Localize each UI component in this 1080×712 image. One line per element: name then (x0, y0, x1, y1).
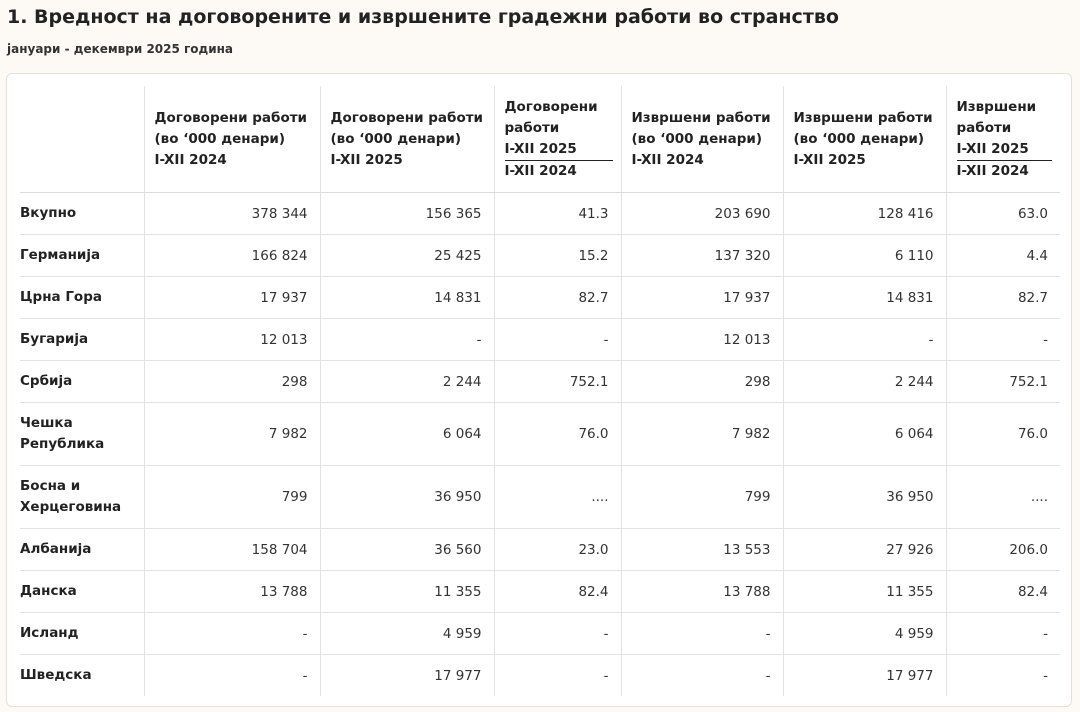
column-header-line: I-XII 2025 (330, 151, 403, 168)
table-row (20, 361, 1060, 403)
table-cell: - (783, 319, 946, 361)
table-cell: 2 244 (320, 361, 494, 403)
table-cell: 6 110 (783, 235, 946, 277)
table-cell: 13 788 (144, 571, 320, 613)
column-header-line: Извршени работи (631, 109, 771, 126)
table-cell: 76.0 (946, 403, 1060, 466)
column-header-0 (20, 86, 144, 193)
table-cell: .... (946, 466, 1060, 529)
table-cell: 82.7 (494, 277, 621, 319)
column-header-line: Извршени (956, 98, 1037, 115)
column-header-line: (во ‘000 денари) (793, 130, 924, 147)
column-header-line: I-XII 2025 (793, 151, 866, 168)
column-header-line: Договорени работи (154, 109, 308, 126)
table-cell: 17 977 (783, 655, 946, 697)
table-cell: 206.0 (946, 529, 1060, 571)
table-cell: 14 831 (320, 277, 494, 319)
column-header-denominator: I-XII 2024 (505, 160, 613, 182)
column-header-6 (946, 86, 1060, 193)
table-cell: 63.0 (946, 193, 1060, 235)
row-label: Босна и Херцеговина (20, 466, 144, 529)
table-cell: 36 560 (320, 529, 494, 571)
table-cell: 82.4 (494, 571, 621, 613)
column-header-line: I-XII 2024 (154, 151, 227, 168)
table-cell: 298 (621, 361, 783, 403)
table-cell: 799 (621, 466, 783, 529)
column-header-5 (783, 86, 946, 193)
table-cell: 752.1 (494, 361, 621, 403)
column-header-line: Извршени работи (793, 109, 933, 126)
column-header-line: Договорени (504, 98, 598, 115)
table-cell: 6 064 (783, 403, 946, 466)
column-header-line: I-XII 2025 (956, 140, 1029, 157)
table-cell: 378 344 (144, 193, 320, 235)
column-header-1 (144, 86, 320, 193)
column-header-2 (320, 86, 494, 193)
table-cell: 17 937 (144, 277, 320, 319)
table-cell: 4.4 (946, 235, 1060, 277)
column-header-line: Договорени работи (330, 109, 484, 126)
column-header-line: I-XII 2025 (504, 140, 577, 157)
table-body (20, 193, 1060, 697)
row-label: Бугарија (20, 319, 144, 361)
row-label: Вкупно (20, 193, 144, 235)
table-cell: 82.7 (946, 277, 1060, 319)
row-label: Германија (20, 235, 144, 277)
table-row (20, 235, 1060, 277)
table-cell: - (946, 319, 1060, 361)
table-row (20, 613, 1060, 655)
row-label: Исланд (20, 613, 144, 655)
table-cell: - (144, 655, 320, 697)
table-cell: 6 064 (320, 403, 494, 466)
table-cell: - (946, 655, 1060, 697)
table-row (20, 571, 1060, 613)
table-cell: 156 365 (320, 193, 494, 235)
column-header-line: (во ‘000 денари) (631, 130, 762, 147)
row-label: Црна Гора (20, 277, 144, 319)
table-cell: 7 982 (621, 403, 783, 466)
row-label: Албанија (20, 529, 144, 571)
table-cell: - (621, 613, 783, 655)
table-cell: 11 355 (783, 571, 946, 613)
table-cell: 27 926 (783, 529, 946, 571)
table-cell: 799 (144, 466, 320, 529)
table-row (20, 655, 1060, 697)
table-cell: 13 553 (621, 529, 783, 571)
table-cell: 166 824 (144, 235, 320, 277)
table-cell: 4 959 (783, 613, 946, 655)
table-cell: 2 244 (783, 361, 946, 403)
column-header-line: I-XII 2024 (631, 151, 704, 168)
table-cell: 158 704 (144, 529, 320, 571)
table-cell: 298 (144, 361, 320, 403)
table-row (20, 319, 1060, 361)
page-subtitle: јануари - декември 2025 година (7, 42, 234, 56)
column-header-line: работи (504, 119, 560, 136)
column-header-denominator: I-XII 2024 (957, 160, 1053, 182)
table-cell: 128 416 (783, 193, 946, 235)
data-table (20, 86, 1060, 696)
table-cell: - (621, 655, 783, 697)
table-cell: - (946, 613, 1060, 655)
table-cell: 13 788 (621, 571, 783, 613)
table-cell: 11 355 (320, 571, 494, 613)
table-cell: 12 013 (144, 319, 320, 361)
row-label: Србија (20, 361, 144, 403)
table-card (6, 73, 1072, 707)
table-cell: 25 425 (320, 235, 494, 277)
table-row (20, 529, 1060, 571)
table-cell: - (144, 613, 320, 655)
page-title: 1. Вредност на договорените и извршените градежни работи во странство (7, 6, 839, 28)
table-row (20, 193, 1060, 235)
table-cell: 12 013 (621, 319, 783, 361)
row-label: Данска (20, 571, 144, 613)
table-cell: - (320, 319, 494, 361)
table-cell: 15.2 (494, 235, 621, 277)
column-header-line: (во ‘000 денари) (154, 130, 285, 147)
table-cell: 36 950 (783, 466, 946, 529)
header-row (20, 86, 1060, 193)
table-cell: 76.0 (494, 403, 621, 466)
row-label: Чешка Република (20, 403, 144, 466)
table-row (20, 466, 1060, 529)
column-header-line: (во ‘000 денари) (330, 130, 461, 147)
column-header-line: работи (956, 119, 1012, 136)
table-cell: 17 937 (621, 277, 783, 319)
table-cell: 137 320 (621, 235, 783, 277)
table-cell: - (494, 319, 621, 361)
table-cell: 203 690 (621, 193, 783, 235)
table-cell: 752.1 (946, 361, 1060, 403)
column-header-4 (621, 86, 783, 193)
table-row (20, 403, 1060, 466)
table-cell: - (494, 613, 621, 655)
table-cell: 36 950 (320, 466, 494, 529)
table-row (20, 277, 1060, 319)
table-cell: .... (494, 466, 621, 529)
column-header-3 (494, 86, 621, 193)
row-label: Шведска (20, 667, 92, 683)
table-cell: 82.4 (946, 571, 1060, 613)
table-cell: - (494, 655, 621, 697)
table-cell: 4 959 (320, 613, 494, 655)
table-cell: 7 982 (144, 403, 320, 466)
table-cell: 14 831 (783, 277, 946, 319)
table-cell: 41.3 (494, 193, 621, 235)
table-cell: 17 977 (320, 655, 494, 697)
table-cell: 23.0 (494, 529, 621, 571)
